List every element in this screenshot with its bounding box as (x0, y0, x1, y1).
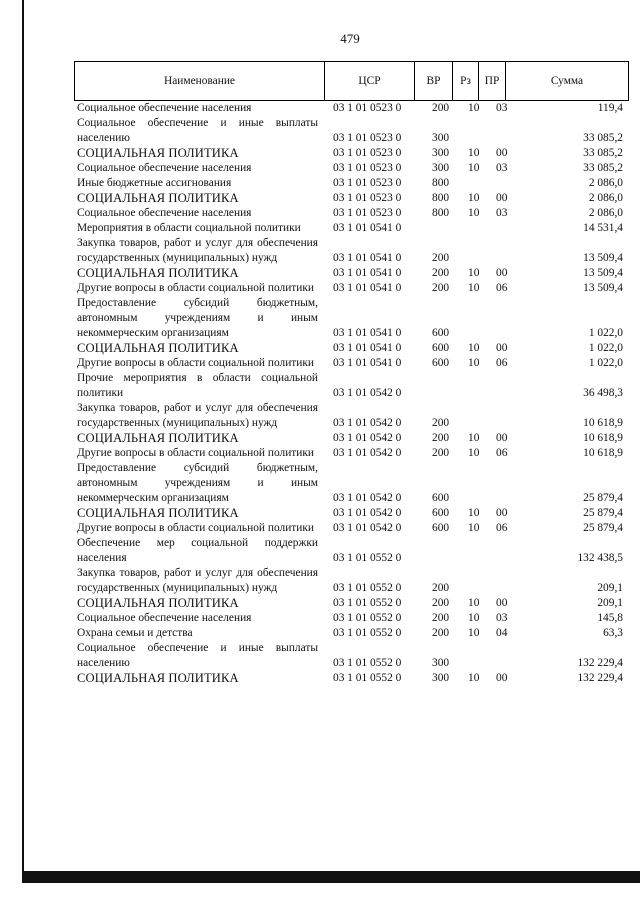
row-csr: 03 1 01 0552 0 (333, 672, 402, 684)
table-row (77, 371, 623, 401)
header-rz: Рз (453, 62, 479, 100)
row-vr: 200 (432, 282, 450, 294)
row-name: СОЦИАЛЬНАЯ ПОЛИТИКА (77, 341, 239, 355)
row-vr: 600 (432, 492, 450, 504)
row-sum: 1 022,0 (588, 342, 623, 354)
row-vr: 600 (432, 342, 450, 354)
row-name: Закупка товаров, работ и услуг для обеспечения государственных (муниципальных) нужд (77, 567, 318, 594)
table-row (77, 341, 623, 356)
row-csr: 03 1 01 0541 0 (333, 252, 402, 264)
row-rz: 10 (468, 432, 480, 444)
row-rz: 10 (468, 192, 480, 204)
row-sum: 10 618,9 (583, 447, 623, 459)
row-name: Социальное обеспечение населения (77, 162, 252, 174)
table-row (77, 161, 623, 176)
row-vr: 300 (432, 657, 450, 669)
row-csr: 03 1 01 0523 0 (333, 207, 402, 219)
row-vr: 200 (432, 612, 450, 624)
row-csr: 03 1 01 0552 0 (333, 597, 402, 609)
row-pr: 00 (496, 672, 508, 684)
table-row (77, 356, 623, 371)
row-pr: 00 (496, 342, 508, 354)
row-name: Другие вопросы в области социальной политики (77, 447, 314, 459)
row-pr: 03 (496, 612, 508, 624)
row-sum: 63,3 (603, 627, 623, 639)
row-csr: 03 1 01 0523 0 (333, 162, 402, 174)
row-sum: 33 085,2 (583, 162, 623, 174)
row-csr: 03 1 01 0523 0 (333, 102, 402, 114)
row-name: СОЦИАЛЬНАЯ ПОЛИТИКА (77, 191, 239, 205)
row-pr: 03 (496, 102, 508, 114)
row-pr: 03 (496, 207, 508, 219)
row-csr: 03 1 01 0523 0 (333, 177, 402, 189)
row-sum: 2 086,0 (588, 192, 623, 204)
table-row (77, 146, 623, 161)
row-csr: 03 1 01 0541 0 (333, 267, 402, 279)
row-sum: 14 531,4 (583, 222, 623, 234)
row-vr: 800 (432, 192, 450, 204)
row-rz: 10 (468, 342, 480, 354)
header-pr: ПР (479, 62, 506, 100)
row-csr: 03 1 01 0542 0 (333, 447, 402, 459)
row-pr: 04 (496, 627, 508, 639)
row-rz: 10 (468, 207, 480, 219)
row-sum: 132 229,4 (577, 672, 623, 684)
table-row (77, 191, 623, 206)
row-name: СОЦИАЛЬНАЯ ПОЛИТИКА (77, 146, 239, 160)
row-sum: 209,1 (597, 582, 623, 594)
row-csr: 03 1 01 0523 0 (333, 147, 402, 159)
row-pr: 00 (496, 507, 508, 519)
row-csr: 03 1 01 0552 0 (333, 582, 402, 594)
table-body (77, 101, 623, 686)
row-vr: 200 (432, 417, 450, 429)
row-csr: 03 1 01 0542 0 (333, 387, 402, 399)
row-vr: 300 (432, 162, 450, 174)
row-vr: 200 (432, 267, 450, 279)
row-name: Обеспечение мер социальной поддержки населения (77, 537, 318, 564)
table-row (77, 176, 623, 191)
row-sum: 10 618,9 (583, 417, 623, 429)
row-csr: 03 1 01 0541 0 (333, 282, 402, 294)
row-name: Социальное обеспечение населения (77, 102, 252, 114)
header-sum: Сумма (550, 75, 584, 87)
row-vr: 200 (432, 447, 450, 459)
row-csr: 03 1 01 0542 0 (333, 417, 402, 429)
row-sum: 1 022,0 (588, 327, 623, 339)
row-csr: 03 1 01 0542 0 (333, 507, 402, 519)
row-sum: 25 879,4 (583, 492, 623, 504)
table-row (77, 506, 623, 521)
row-csr: 03 1 01 0542 0 (333, 432, 402, 444)
row-vr: 300 (432, 672, 450, 684)
row-name: СОЦИАЛЬНАЯ ПОЛИТИКА (77, 671, 239, 685)
row-sum: 10 618,9 (583, 432, 623, 444)
row-sum: 145,8 (597, 612, 623, 624)
scan-edge (22, 0, 24, 883)
table-row (77, 236, 623, 266)
row-rz: 10 (468, 597, 480, 609)
row-rz: 10 (468, 612, 480, 624)
row-sum: 13 509,4 (583, 267, 623, 279)
row-name: Другие вопросы в области социальной политики (77, 357, 314, 369)
row-name: Закупка товаров, работ и услуг для обеспечения государственных (муниципальных) нужд (77, 402, 318, 429)
row-name: Другие вопросы в области социальной политики (77, 522, 314, 534)
row-sum: 33 085,2 (583, 132, 623, 144)
row-rz: 10 (468, 507, 480, 519)
header-csr: ЦСР (325, 62, 415, 100)
row-pr: 00 (496, 147, 508, 159)
table-row (77, 611, 623, 626)
row-rz: 10 (468, 447, 480, 459)
row-pr: 00 (496, 192, 508, 204)
row-name: Охрана семьи и детства (77, 627, 193, 639)
row-rz: 10 (468, 267, 480, 279)
row-name: СОЦИАЛЬНАЯ ПОЛИТИКА (77, 506, 239, 520)
row-csr: 03 1 01 0523 0 (333, 192, 402, 204)
row-rz: 10 (468, 627, 480, 639)
row-rz: 10 (468, 282, 480, 294)
row-sum: 25 879,4 (583, 522, 623, 534)
table-row (77, 296, 623, 341)
header-vr: ВР (415, 62, 453, 100)
scan-bottom-edge (22, 871, 640, 883)
row-pr: 06 (496, 522, 508, 534)
row-rz: 10 (468, 672, 480, 684)
row-csr: 03 1 01 0541 0 (333, 342, 402, 354)
row-pr: 00 (496, 432, 508, 444)
row-csr: 03 1 01 0542 0 (333, 522, 402, 534)
row-vr: 200 (432, 597, 450, 609)
row-name: Социальное обеспечение и иные выплаты населению (77, 642, 318, 669)
table-row (77, 596, 623, 611)
row-vr: 200 (432, 252, 450, 264)
row-vr: 800 (432, 207, 450, 219)
table-row (77, 101, 623, 116)
page-number: 479 (340, 31, 360, 46)
table-row (77, 671, 623, 686)
row-sum: 13 509,4 (583, 282, 623, 294)
row-name: Социальное обеспечение и иные выплаты населению (77, 117, 318, 144)
table-row (77, 566, 623, 596)
row-vr: 300 (432, 147, 450, 159)
row-name: Социальное обеспечение населения (77, 207, 252, 219)
table-row (77, 521, 623, 536)
row-sum: 119,4 (597, 102, 623, 114)
row-rz: 10 (468, 102, 480, 114)
table-row (77, 221, 623, 236)
row-name: Другие вопросы в области социальной политики (77, 282, 314, 294)
row-csr: 03 1 01 0552 0 (333, 627, 402, 639)
table-row (77, 461, 623, 506)
row-vr: 200 (432, 582, 450, 594)
table-row (77, 626, 623, 641)
table-row (77, 641, 623, 671)
row-csr: 03 1 01 0552 0 (333, 612, 402, 624)
row-sum: 209,1 (597, 597, 623, 609)
table-row (77, 431, 623, 446)
row-vr: 200 (432, 102, 450, 114)
row-csr: 03 1 01 0541 0 (333, 327, 402, 339)
row-name: Закупка товаров, работ и услуг для обеспечения государственных (муниципальных) нужд (77, 237, 318, 264)
row-pr: 06 (496, 447, 508, 459)
row-vr: 200 (432, 627, 450, 639)
table-row (77, 116, 623, 146)
row-pr: 00 (496, 597, 508, 609)
row-name: Иные бюджетные ассигнования (77, 177, 232, 189)
row-name: Предоставление субсидий бюджетным, автономным учреждениям и иным некоммерческим организациям (77, 297, 318, 339)
row-name: Мероприятия в области социальной политики (77, 222, 301, 234)
row-sum: 13 509,4 (583, 252, 623, 264)
row-pr: 00 (496, 267, 508, 279)
row-sum: 132 229,4 (577, 657, 623, 669)
row-csr: 03 1 01 0542 0 (333, 492, 402, 504)
row-sum: 132 438,5 (577, 552, 623, 564)
row-vr: 800 (432, 177, 450, 189)
table-header (74, 61, 629, 101)
row-name: СОЦИАЛЬНАЯ ПОЛИТИКА (77, 596, 239, 610)
table-row (77, 281, 623, 296)
header-name: Наименование (75, 62, 325, 100)
row-csr: 03 1 01 0541 0 (333, 222, 402, 234)
row-csr: 03 1 01 0523 0 (333, 132, 402, 144)
row-sum: 25 879,4 (583, 507, 623, 519)
row-rz: 10 (468, 147, 480, 159)
row-csr: 03 1 01 0552 0 (333, 657, 402, 669)
row-name: Социальное обеспечение населения (77, 612, 252, 624)
row-vr: 600 (432, 357, 450, 369)
row-pr: 06 (496, 282, 508, 294)
row-sum: 2 086,0 (588, 207, 623, 219)
row-name: СОЦИАЛЬНАЯ ПОЛИТИКА (77, 266, 239, 280)
table-row (77, 266, 623, 281)
row-vr: 600 (432, 507, 450, 519)
row-sum: 33 085,2 (583, 147, 623, 159)
table-row (77, 401, 623, 431)
row-name: Предоставление субсидий бюджетным, автономным учреждениям и иным некоммерческим организациям (77, 462, 318, 504)
row-rz: 10 (468, 357, 480, 369)
row-sum: 1 022,0 (588, 357, 623, 369)
row-sum: 36 498,3 (583, 387, 623, 399)
row-vr: 200 (432, 432, 450, 444)
row-vr: 600 (432, 522, 450, 534)
row-pr: 03 (496, 162, 508, 174)
table-row (77, 536, 623, 566)
row-rz: 10 (468, 522, 480, 534)
row-vr: 300 (432, 132, 450, 144)
table-row (77, 206, 623, 221)
row-sum: 2 086,0 (588, 177, 623, 189)
row-csr: 03 1 01 0552 0 (333, 552, 402, 564)
table-row (77, 446, 623, 461)
row-name: Прочие мероприятия в области социальной политики (77, 372, 318, 399)
row-name: СОЦИАЛЬНАЯ ПОЛИТИКА (77, 431, 239, 445)
row-vr: 600 (432, 327, 450, 339)
row-rz: 10 (468, 162, 480, 174)
row-csr: 03 1 01 0541 0 (333, 357, 402, 369)
row-pr: 06 (496, 357, 508, 369)
